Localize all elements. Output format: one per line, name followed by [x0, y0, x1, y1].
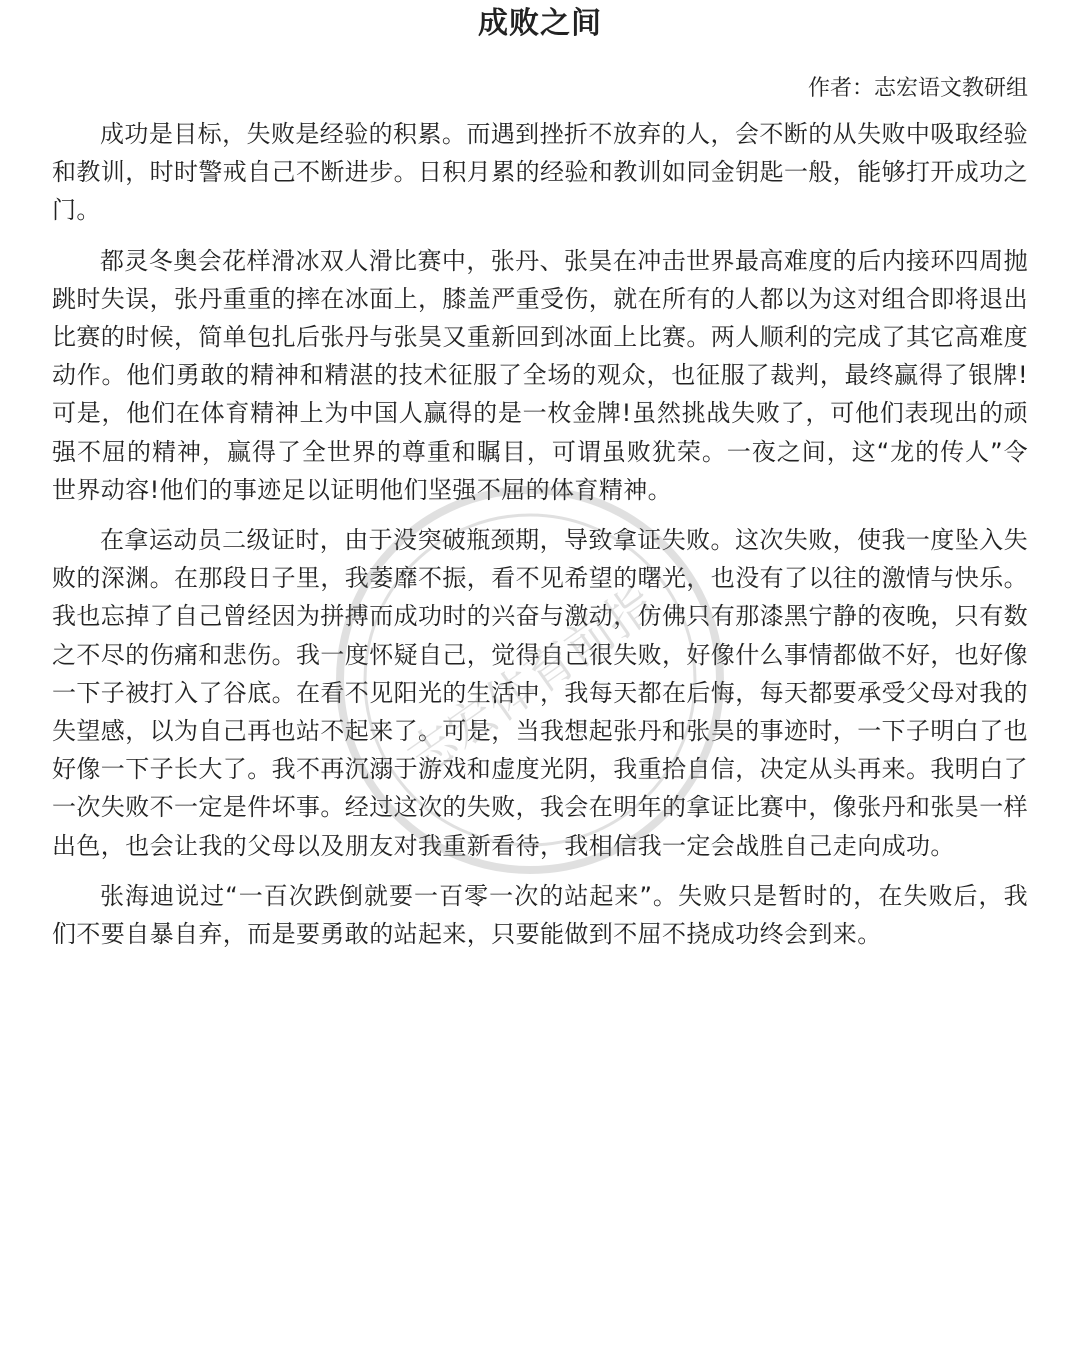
- article-body: [52, 115, 1028, 965]
- watermark-text: 志宏体育前指: [397, 576, 666, 788]
- paragraph-2: 都灵冬奥会花样滑冰双人滑比赛中，张丹、张昊在冲击世界最高难度的后内接环四周抛跳时失误，张丹重重的摔在冰面上，膝盖严重受伤，就在所有的人都以为这对组合即将退出比赛的时候，简单包扎后张丹与张昊又重新回到冰面上比赛。两人顺利的完成了其它高难度动作。他们勇敢的精神和精湛的技术征服了全场的观众，也征服了裁判，最终赢得了银牌!可是，他们在体育精神上为中国人赢得的是一枚金牌!虽然挑战失败了，可他们表现出的顽强不屈的精神，赢得了全世界的尊重和瞩目，可谓虽败犹荣。一夜之间，这“龙的传人”令世界动容!他们的事迹足以证明他们坚强不屈的体育精神。: [52, 246, 1028, 504]
- paragraph-3: 在拿运动员二级证时，由于没突破瓶颈期，导致拿证失败。这次失败，使我一度坠入失败的深渊。在那段日子里，我萎靡不振，看不见希望的曙光，也没有了以往的激情与快乐。我也忘掉了自己曾经因为拼搏而成功时的兴奋与激动，仿佛只有那漆黑宁静的夜晚，只有数之不尽的伤痛和悲伤。我一度怀疑自己，觉得自己很失败，好像什么事情都做不好，也好像一下子被打入了谷底。在看不见阳光的生活中，我每天都在后悔，每天都要承受父母对我的失望感，以为自己再也站不起来了。可是，当我想起张丹和张昊的事迹时，一下子明白了也好像一下子长大了。我不再沉溺于游戏和虚度光阴，我重拾自信，决定从头再来。我明白了一次失败不一定是件坏事。经过这次的失败，我会在明年的拿证比赛中，像张丹和张昊一样出色，也会让我的父母以及朋友对我重新看待，我相信我一定会战胜自己走向成功。: [52, 526, 1028, 860]
- paragraph-4: 张海迪说过“一百次跌倒就要一百零一次的站起来”。失败只是暂时的，在失败后，我们不要自暴自弃，而是要勇敢的站起来，只要能做到不屈不挠成功终会到来。: [52, 881, 1028, 949]
- author-line: 作者：志宏语文教研组: [807, 76, 1028, 101]
- paragraph-1: 成功是目标，失败是经验的积累。而遇到挫折不放弃的人，会不断的从失败中吸取经验和教训，时时警戒自己不断进步。日积月累的经验和教训如同金钥匙一般，能够打开成功之门。: [52, 120, 1028, 225]
- page-title: 成败之间: [478, 6, 602, 41]
